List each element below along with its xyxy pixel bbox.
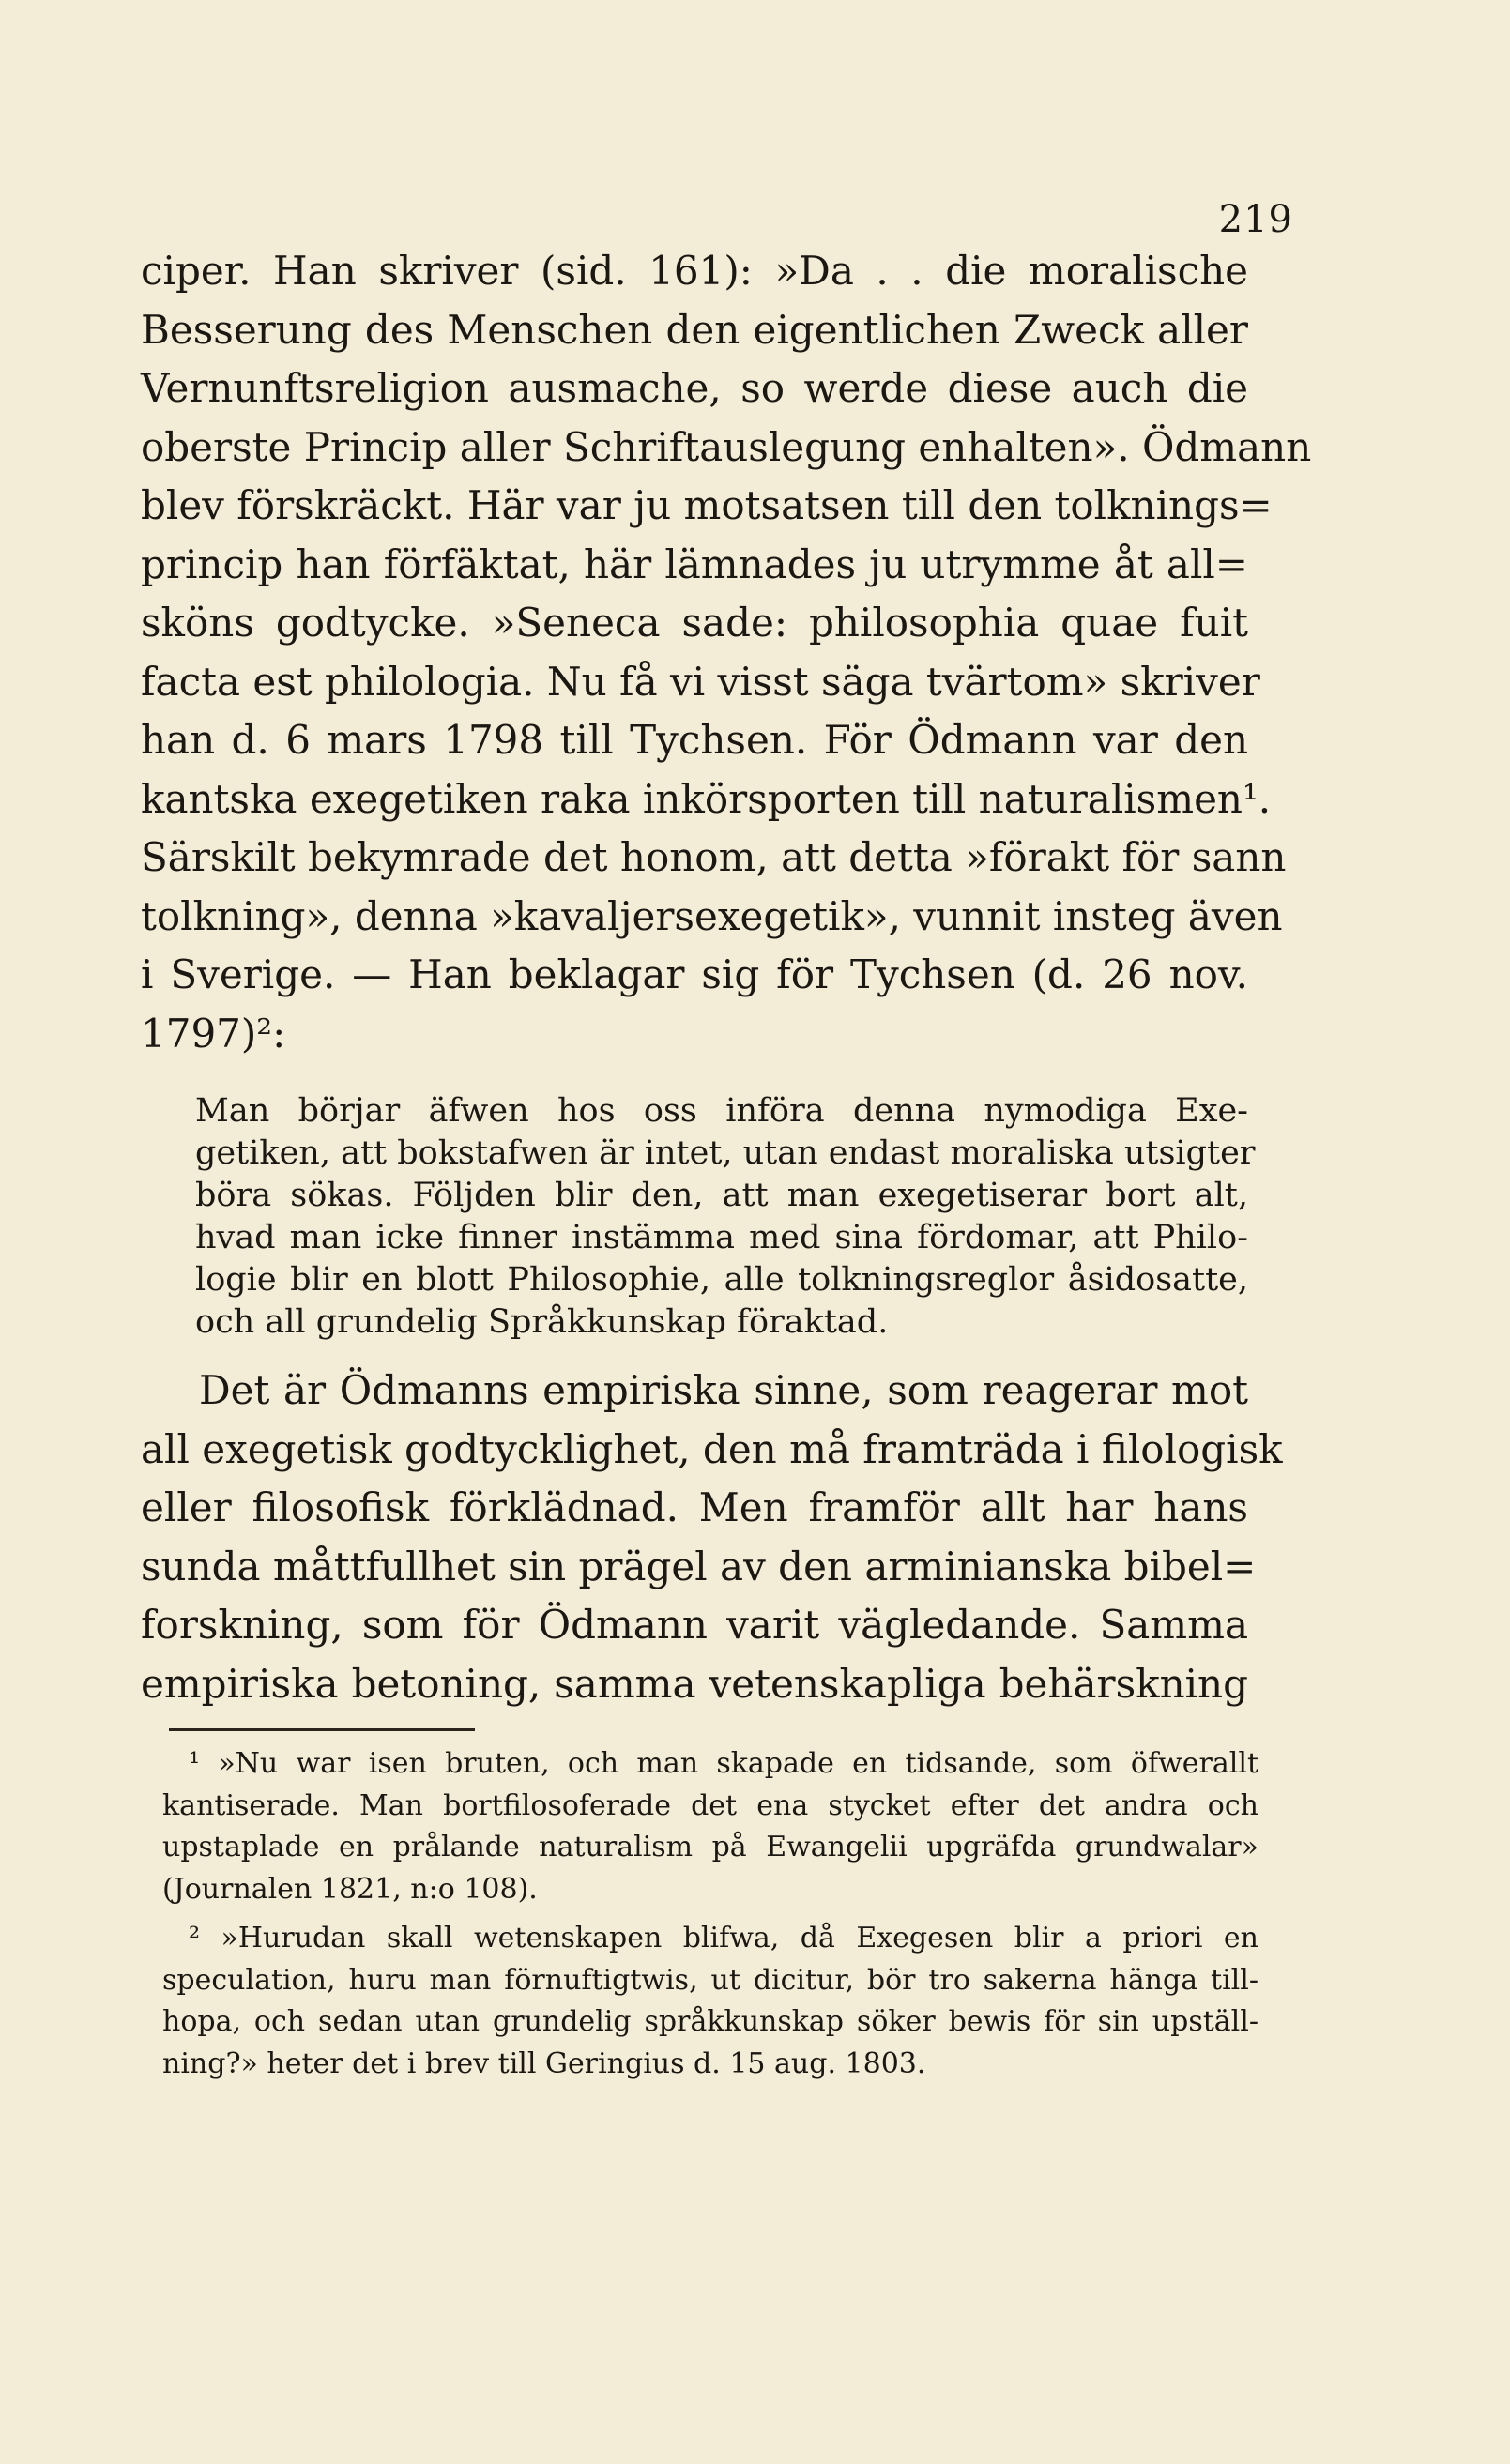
paragraph-line-2: all exegetisk godtycklighet, den må framträda i filologisk [141, 1425, 1283, 1472]
main-line-14: 1797)²: [141, 1010, 286, 1057]
footnote-1-line-3: upstaplade en prålande naturalism på Ewangelii upgräfda grundwalar» [162, 1831, 1258, 1863]
main-line-11: Särskilt bekymrade det honom, att detta »förakt för sann [141, 834, 1287, 880]
main-line-4: oberste Princip aller Schriftauslegung enhalten». Ödmann [141, 423, 1312, 470]
main-line-12: tolkning», denna »kavaljersexegetik», vunnit insteg även [141, 892, 1283, 939]
main-line-5: blev förskräckt. Här var ju motsatsen till den tolknings= [141, 482, 1273, 528]
closing-paragraph [141, 1361, 1283, 1713]
paragraph-line-6: empiriska betoning, samma vetenskapliga behärskning [141, 1660, 1248, 1707]
footnote-1-line-1: ¹ »Nu war isen bruten, och man skapade en tidsande, som öfwerallt [189, 1747, 1258, 1780]
paragraph-line-1: Det är Ödmanns empiriska sinne, som reagerar mot [199, 1367, 1248, 1413]
main-line-6: princip han förfäktat, här lämnades ju utrymme åt all= [141, 540, 1248, 587]
main-line-3: Vernunftsreligion ausmache, so werde diese auch die [141, 365, 1248, 411]
main-line-7: sköns godtycke. »Seneca sade: philosophia quae fuit [141, 600, 1248, 646]
footnote-1-line-4: (Journalen 1821, n:o 108). [162, 1872, 538, 1906]
footnote-1-line-2: kantiserade. Man bortfilosoferade det ena stycket efter det andra och [162, 1788, 1258, 1822]
page-number: 219 [1218, 198, 1293, 241]
main-line-10: kantska exegetiken raka inkörsporten till naturalismen¹. [141, 775, 1272, 822]
quote-line-2: getiken, att bokstafwen är intet, utan endast moraliska utsigter [195, 1134, 1256, 1172]
paragraph-line-5: forskning, som för Ödmann varit vägledande. Samma [141, 1602, 1248, 1648]
paragraph-line-3: eller filosofisk förklädnad. Men framför allt har hans [141, 1484, 1248, 1530]
main-line-8: facta est philologia. Nu få vi visst säga tvärtom» skriver [141, 658, 1260, 705]
main-text [141, 242, 1312, 1063]
footnote-2-line-4: ning?» heter det i brev till Geringius d. 15 aug. 1803. [162, 2046, 926, 2080]
main-line-13: i Sverige. — Han beklagar sig för Tychsen (d. 26 nov. [141, 951, 1248, 997]
paragraph-line-4: sunda måttfullhet sin prägel av den arminianska bibel= [141, 1543, 1257, 1589]
quote-line-4: hvad man icke finner instämma med sina fördomar, att Philo- [195, 1219, 1248, 1256]
quote-line-3: böra sökas. Följden blir den, att man exegetiserar bort alt, [195, 1177, 1248, 1214]
block-quote [195, 1090, 1256, 1344]
footnote-2-line-1: ² »Hurudan skall wetenskapen blifwa, då Exegesen blir a priori en [189, 1922, 1258, 1954]
quote-line-6: och all grundelig Språkkunskap föraktad. [195, 1303, 889, 1341]
quote-line-5: logie blir en blott Philosophie, alle tolkningsreglor åsidosatte, [195, 1261, 1248, 1299]
quote-line-1: Man börjar äfwen hos oss införa denna nymodiga Exe- [195, 1092, 1248, 1130]
footnote-2-line-3: hopa, och sedan utan grundelig språkkunskap söker bewis för sin upställ- [162, 2005, 1258, 2038]
main-line-2: Besserung des Menschen den eigentlichen Zweck aller [141, 306, 1248, 353]
main-line-9: han d. 6 mars 1798 till Tychsen. För Ödmann var den [141, 717, 1248, 763]
footnote-2-line-2: speculation, huru man förnuftigtwis, ut dicitur, bör tro sakerna hänga till- [162, 1963, 1258, 1997]
main-line-1: ciper. Han skriver (sid. 161): »Da . . die moralische [141, 248, 1248, 294]
footnotes [162, 1743, 1258, 2085]
footnote-divider [169, 1728, 475, 1731]
footnote-gap [162, 1910, 1258, 1918]
